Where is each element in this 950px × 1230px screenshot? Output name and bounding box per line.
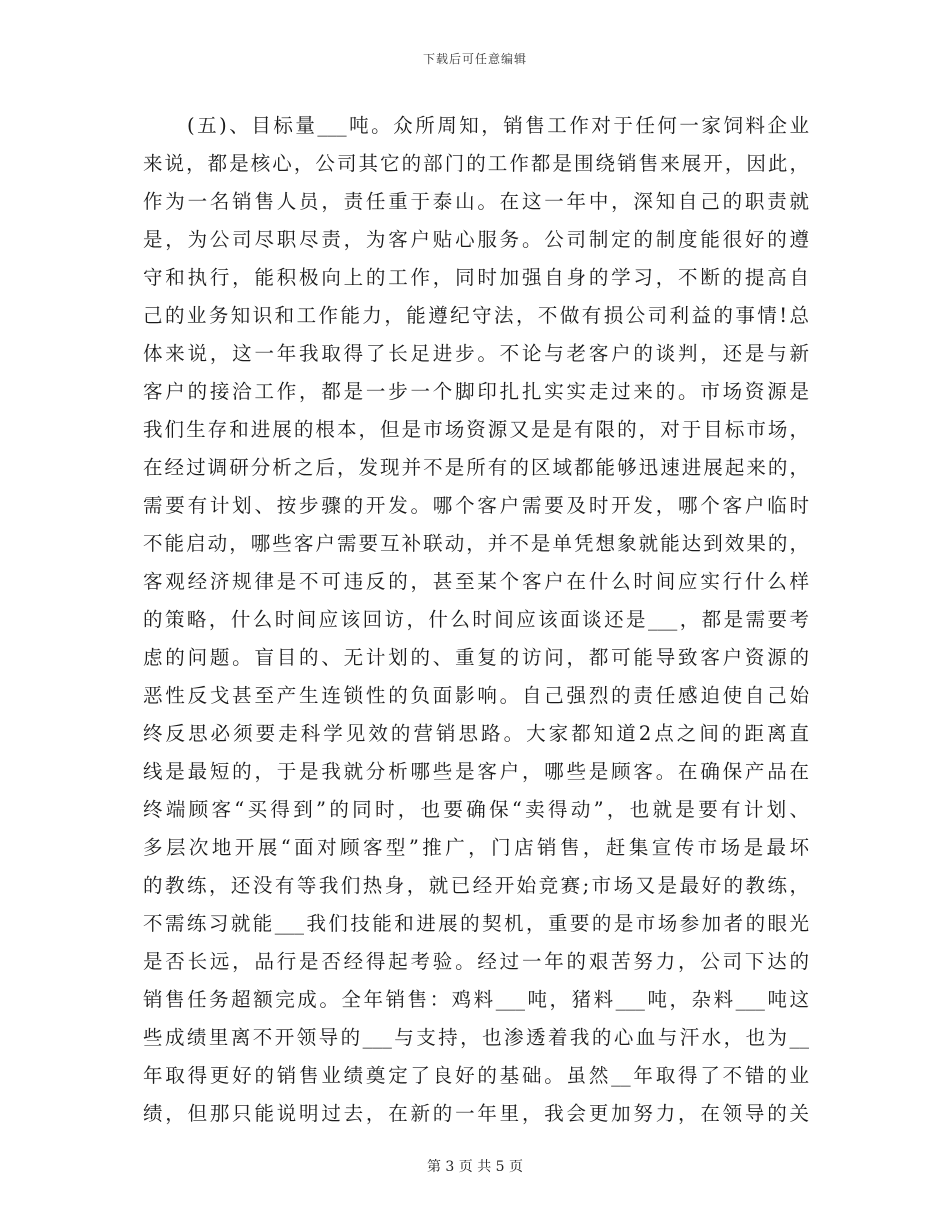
text-line: 多层次地开展“面对顾客型”推广，门店销售，赶集宣传市场是最坏 <box>143 836 809 859</box>
text-line: 年取得更好的销售业绩奠定了良好的基础。虽然__年取得了不错的业 <box>143 1064 809 1087</box>
text-line: (五)、目标量___吨。众所周知，销售工作对于任何一家饲料企业 <box>143 114 809 137</box>
text-line: 不能启动，哪些客户需要互补联动，并不是单凭想象就能达到效果的， <box>143 532 809 555</box>
text-line: 不需练习就能___我们技能和进展的契机，重要的是市场参加者的眼光 <box>143 912 809 935</box>
text-line: 体来说，这一年我取得了长足进步。不论与老客户的谈判，还是与新 <box>143 342 809 365</box>
text-line: 线是最短的，于是我就分析哪些是客户，哪些是顾客。在确保产品在 <box>143 760 809 783</box>
page-header: 下载后可任意编辑 <box>422 52 527 66</box>
page-footer: 第 3 页 共 5 页 <box>426 1159 524 1175</box>
text-line: 绩，但那只能说明过去，在新的一年里，我会更加努力，在领导的关 <box>143 1102 809 1125</box>
text-line: 销售任务超额完成。全年销售：鸡料___吨，猪料___吨，杂料___吨这 <box>143 988 809 1011</box>
text-line: 终反思必须要走科学见效的营销思路。大家都知道2点之间的距离直 <box>143 722 809 745</box>
text-line: 客观经济规律是不可违反的，甚至某个客户在什么时间应实行什么样 <box>143 570 809 593</box>
text-line: 己的业务知识和工作能力，能遵纪守法，不做有损公司利益的事情!总 <box>143 304 809 327</box>
text-line: 恶性反戈甚至产生连锁性的负面影响。自己强烈的责任感迫使自己始 <box>143 684 809 707</box>
text-line: 的策略，什么时间应该回访，什么时间应该面谈还是___，都是需要考 <box>143 608 809 631</box>
text-line: 终端顾客“买得到”的同时，也要确保“卖得动”，也就是要有计划、 <box>143 798 809 821</box>
document-body <box>143 107 809 1133</box>
text-line: 作为一名销售人员，责任重于泰山。在这一年中，深知自己的职责就 <box>143 190 809 213</box>
text-line: 需要有计划、按步骤的开发。哪个客户需要及时开发，哪个客户临时 <box>143 494 809 517</box>
text-line: 虑的问题。盲目的、无计划的、重复的访问，都可能导致客户资源的 <box>143 646 809 669</box>
text-line: 在经过调研分析之后，发现并不是所有的区域都能够迅速进展起来的， <box>143 456 809 479</box>
text-line: 是，为公司尽职尽责，为客户贴心服务。公司制定的制度能很好的遵 <box>143 228 809 251</box>
text-line: 我们生存和进展的根本，但是市场资源又是是有限的，对于目标市场， <box>143 418 809 441</box>
text-line: 守和执行，能积极向上的工作，同时加强自身的学习，不断的提高自 <box>143 266 809 289</box>
text-line: 客户的接洽工作，都是一步一个脚印扎扎实实走过来的。市场资源是 <box>143 380 809 403</box>
text-line: 些成绩里离不开领导的___与支持，也渗透着我的心血与汗水，也为__ <box>143 1026 809 1049</box>
text-line: 是否长远，品行是否经得起考验。经过一年的艰苦努力，公司下达的 <box>143 950 809 973</box>
text-line: 来说，都是核心，公司其它的部门的工作都是围绕销售来展开，因此， <box>143 152 809 175</box>
text-line: 的教练，还没有等我们热身，就已经开始竞赛;市场又是最好的教练， <box>143 874 809 897</box>
